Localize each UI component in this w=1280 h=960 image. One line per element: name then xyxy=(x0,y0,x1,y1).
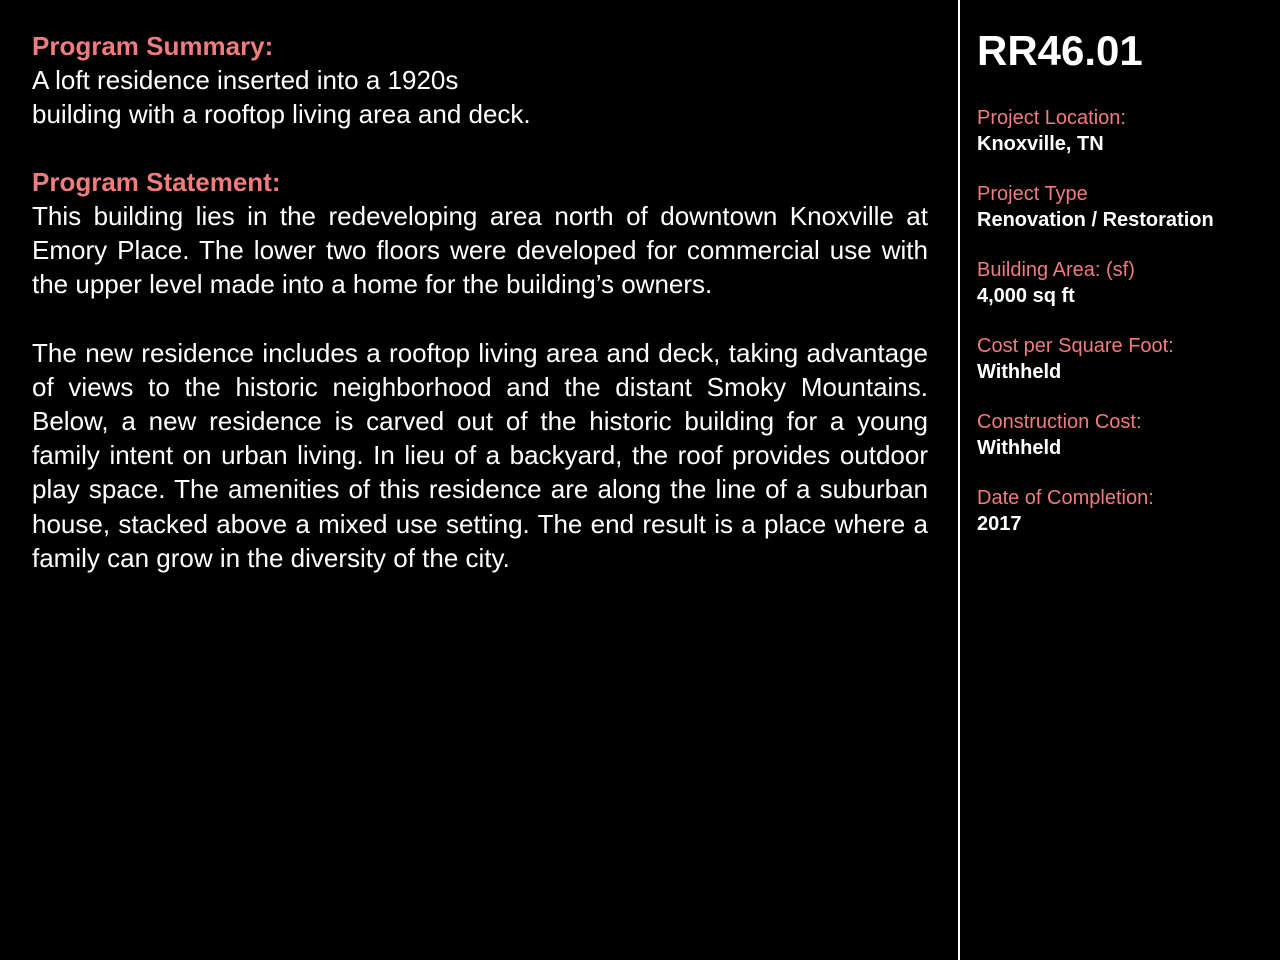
field-building-area xyxy=(977,257,1267,309)
field-value: 2017 xyxy=(977,513,1022,535)
program-content xyxy=(32,29,928,575)
field-construction-cost xyxy=(977,409,1267,461)
field-project-type xyxy=(977,181,1267,233)
program-summary-heading: Program Summary: xyxy=(32,31,274,61)
program-summary-line: building with a rooftop living area and deck. xyxy=(32,99,531,129)
field-cost-per-square-foot xyxy=(977,333,1267,385)
field-value: Withheld xyxy=(977,361,1062,383)
field-date-of-completion xyxy=(977,485,1267,537)
vertical-divider xyxy=(958,0,960,960)
field-value: Knoxville, TN xyxy=(977,133,1104,155)
program-summary-line: A loft residence inserted into a 1920s xyxy=(32,65,459,95)
project-id: RR46.01 xyxy=(977,27,1143,74)
program-statement-paragraph: This building lies in the redeveloping area north of downtown Knoxville at Emory Place. The lower two floors were developed for commercial use with the upper level made into a home for the building’s owners. xyxy=(32,201,928,300)
field-label: Construction Cost: xyxy=(977,411,1142,433)
project-info-panel xyxy=(977,28,1267,561)
program-summary-text xyxy=(32,63,928,131)
program-statement-paragraph: The new residence includes a rooftop living area and deck, taking advantage of views to the historic neighborhood and the distant Smoky Mountains. Below, a new residence is carved out of the historic building for a young family intent on urban living. In lieu of a backyard, the roof provides outdoor play space. The amenities of this residence are along the line of a suburban house, stacked above a mixed use setting. The end result is a place where a family can grow in the diversity of the city. xyxy=(32,337,928,573)
field-label: Date of Completion: xyxy=(977,487,1154,509)
field-value: 4,000 sq ft xyxy=(977,285,1075,307)
field-value: Withheld xyxy=(977,437,1062,459)
field-value: Renovation / Restoration xyxy=(977,209,1214,231)
paragraph-spacer xyxy=(32,302,928,336)
field-label: Cost per Square Foot: xyxy=(977,335,1174,357)
field-label: Project Type xyxy=(977,183,1088,205)
field-label: Project Location: xyxy=(977,107,1126,129)
field-project-location xyxy=(977,105,1267,157)
field-label: Building Area: (sf) xyxy=(977,259,1135,281)
program-statement-heading: Program Statement: xyxy=(32,167,281,197)
section-spacer xyxy=(32,131,928,165)
